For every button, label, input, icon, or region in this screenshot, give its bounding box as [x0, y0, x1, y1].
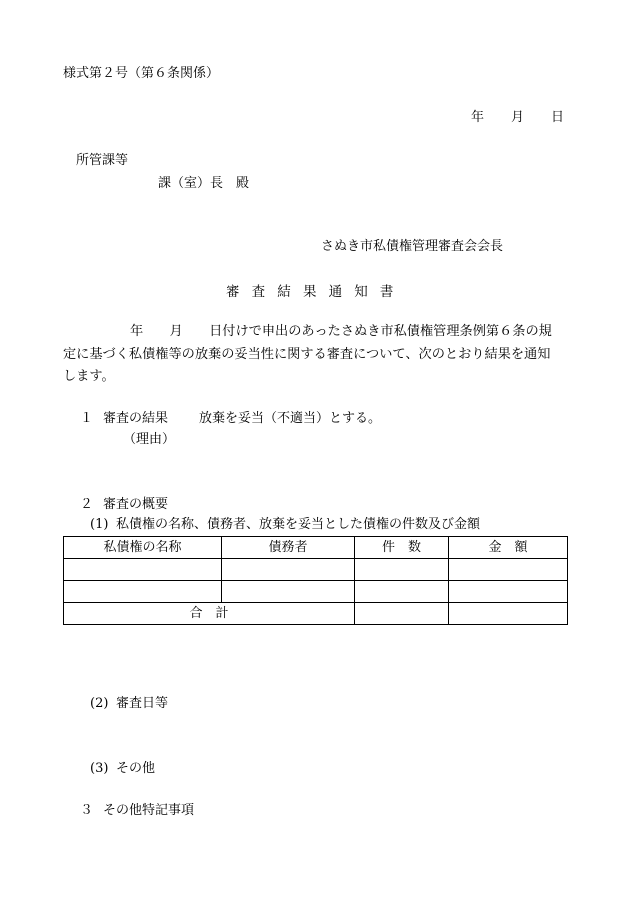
body-line-3: します。 [63, 369, 115, 384]
claims-table [63, 536, 568, 625]
total-label: 合 計 [64, 603, 355, 625]
section-3-label: その他特記事項 [103, 803, 195, 818]
recipient-title: 課（室）長 殿 [158, 176, 250, 191]
form-number: 様式第２号（第６条関係） [63, 66, 220, 81]
section-1-label: 審査の結果 [103, 411, 169, 426]
section-3-number: ３ [80, 803, 94, 818]
section-1-number: １ [80, 411, 94, 426]
item-3-number: (3) [90, 761, 109, 776]
document-title: 審査結果通知書 [226, 284, 406, 300]
table-cell [222, 581, 355, 603]
table-cell [222, 559, 355, 581]
body-line-2: 定に基づく私債権等の放棄の妥当性に関する審査について、次のとおり結果を通知 [63, 346, 551, 362]
total-amount [449, 603, 568, 625]
table-row [64, 559, 568, 581]
table-cell [355, 581, 449, 603]
table-cell [64, 559, 222, 581]
total-count [355, 603, 449, 625]
date-year-label: 年 [471, 110, 485, 125]
header-count: 件 数 [355, 537, 449, 559]
header-claim-name: 私債権の名称 [64, 537, 222, 559]
table-cell [449, 581, 568, 603]
table-header-row [64, 537, 568, 559]
item-3-text: その他 [116, 761, 156, 776]
header-amount: 金 額 [449, 537, 568, 559]
table-cell [355, 559, 449, 581]
sender-name: さぬき市私債権管理審査会会長 [321, 239, 504, 254]
item-2-text: 審査日等 [116, 696, 169, 711]
date-line [0, 111, 630, 125]
table-total-row [64, 603, 568, 625]
table-row [64, 581, 568, 603]
date-day-label: 日 [551, 110, 565, 125]
header-debtor: 債務者 [222, 537, 355, 559]
section-1-result: 放棄を妥当（不適当）とする。 [199, 411, 382, 426]
item-1-text: 私債権の名称、債務者、放棄を妥当とした債権の件数及び金額 [116, 517, 481, 532]
body-paragraph [63, 321, 573, 389]
section-2-number: ２ [80, 497, 94, 512]
item-2-number: (2) [90, 696, 109, 711]
item-1-number: (1) [90, 517, 109, 532]
table-cell [449, 559, 568, 581]
recipient-department: 所管課等 [76, 153, 129, 168]
section-1-reason: （理由） [123, 432, 176, 447]
section-2-label: 審査の概要 [103, 497, 169, 512]
date-month-label: 月 [511, 110, 525, 125]
table-cell [64, 581, 222, 603]
body-line-1: 年 月 日付けで申出のあったさぬき市私債権管理条例第６条の規 [130, 324, 552, 339]
